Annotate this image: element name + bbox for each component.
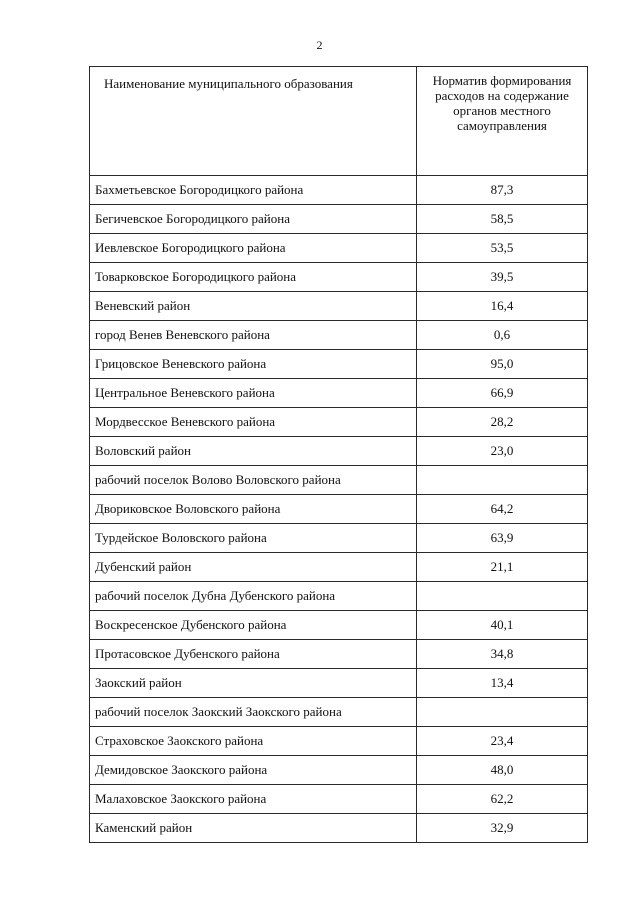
municipality-name-cell: Товарковское Богородицкого района bbox=[90, 263, 417, 292]
norm-value-cell: 66,9 bbox=[417, 379, 588, 408]
table-row bbox=[90, 350, 588, 379]
norm-value-cell: 48,0 bbox=[417, 756, 588, 785]
municipality-name-cell: Бахметьевское Богородицкого района bbox=[90, 176, 417, 205]
municipality-name-cell: Воскресенское Дубенского района bbox=[90, 611, 417, 640]
table-row bbox=[90, 408, 588, 437]
norm-value-cell: 62,2 bbox=[417, 785, 588, 814]
municipality-name-cell: Двориковское Воловского района bbox=[90, 495, 417, 524]
norm-value-cell: 13,4 bbox=[417, 669, 588, 698]
table-row bbox=[90, 727, 588, 756]
municipality-name-cell: Центральное Веневского района bbox=[90, 379, 417, 408]
norm-value-cell: 32,9 bbox=[417, 814, 588, 843]
municipality-name-cell: Воловский район bbox=[90, 437, 417, 466]
norm-value-cell: 0,6 bbox=[417, 321, 588, 350]
norm-value-cell: 53,5 bbox=[417, 234, 588, 263]
municipality-name-cell: Страховское Заокского района bbox=[90, 727, 417, 756]
norm-value-cell: 95,0 bbox=[417, 350, 588, 379]
municipality-name-cell: Дубенский район bbox=[90, 553, 417, 582]
page-number: 2 bbox=[316, 38, 323, 52]
column-header-value: Норматив формирования расходов на содержание органов местного самоуправления bbox=[417, 67, 588, 176]
municipality-name-cell: рабочий поселок Дубна Дубенского района bbox=[90, 582, 417, 611]
table-row bbox=[90, 437, 588, 466]
norm-value-cell: 64,2 bbox=[417, 495, 588, 524]
municipality-name-cell: рабочий поселок Заокский Заокского района bbox=[90, 698, 417, 727]
municipality-name-cell: Протасовское Дубенского района bbox=[90, 640, 417, 669]
municipality-name-cell: рабочий поселок Волово Воловского района bbox=[90, 466, 417, 495]
table-row bbox=[90, 292, 588, 321]
table-row bbox=[90, 524, 588, 553]
table-row bbox=[90, 785, 588, 814]
municipality-name-cell: город Венев Веневского района bbox=[90, 321, 417, 350]
column-header-name: Наименование муниципального образования bbox=[90, 67, 417, 176]
table-row bbox=[90, 379, 588, 408]
table-row bbox=[90, 582, 588, 611]
table-row bbox=[90, 553, 588, 582]
table-row bbox=[90, 611, 588, 640]
municipality-name-cell: Грицовское Веневского района bbox=[90, 350, 417, 379]
table-row bbox=[90, 756, 588, 785]
norm-value-cell bbox=[417, 582, 588, 611]
table-header-row bbox=[90, 67, 588, 176]
norm-value-cell: 87,3 bbox=[417, 176, 588, 205]
municipality-name-cell: Турдейское Воловского района bbox=[90, 524, 417, 553]
norm-value-cell: 58,5 bbox=[417, 205, 588, 234]
municipality-name-cell: Иевлевское Богородицкого района bbox=[90, 234, 417, 263]
norm-value-cell: 23,4 bbox=[417, 727, 588, 756]
norm-value-cell: 28,2 bbox=[417, 408, 588, 437]
table-row bbox=[90, 495, 588, 524]
table-row bbox=[90, 263, 588, 292]
norm-value-cell: 23,0 bbox=[417, 437, 588, 466]
municipality-name-cell: Заокский район bbox=[90, 669, 417, 698]
norm-value-cell: 34,8 bbox=[417, 640, 588, 669]
table-row bbox=[90, 205, 588, 234]
norm-value-cell bbox=[417, 466, 588, 495]
norm-value-cell: 16,4 bbox=[417, 292, 588, 321]
municipality-name-cell: Демидовское Заокского района bbox=[90, 756, 417, 785]
table-row bbox=[90, 814, 588, 843]
table-row bbox=[90, 321, 588, 350]
norm-value-cell: 63,9 bbox=[417, 524, 588, 553]
table-row bbox=[90, 698, 588, 727]
table-row bbox=[90, 234, 588, 263]
table-row bbox=[90, 176, 588, 205]
norm-value-cell: 39,5 bbox=[417, 263, 588, 292]
norm-value-cell bbox=[417, 698, 588, 727]
norm-value-cell: 40,1 bbox=[417, 611, 588, 640]
municipality-name-cell: Каменский район bbox=[90, 814, 417, 843]
municipality-name-cell: Веневский район bbox=[90, 292, 417, 321]
norm-value-cell: 21,1 bbox=[417, 553, 588, 582]
norms-table bbox=[89, 66, 588, 843]
table-row bbox=[90, 466, 588, 495]
municipality-name-cell: Малаховское Заокского района bbox=[90, 785, 417, 814]
table-body bbox=[90, 176, 588, 843]
table-row bbox=[90, 669, 588, 698]
municipality-name-cell: Мордвесское Веневского района bbox=[90, 408, 417, 437]
municipality-name-cell: Бегичевское Богородицкого района bbox=[90, 205, 417, 234]
table-row bbox=[90, 640, 588, 669]
